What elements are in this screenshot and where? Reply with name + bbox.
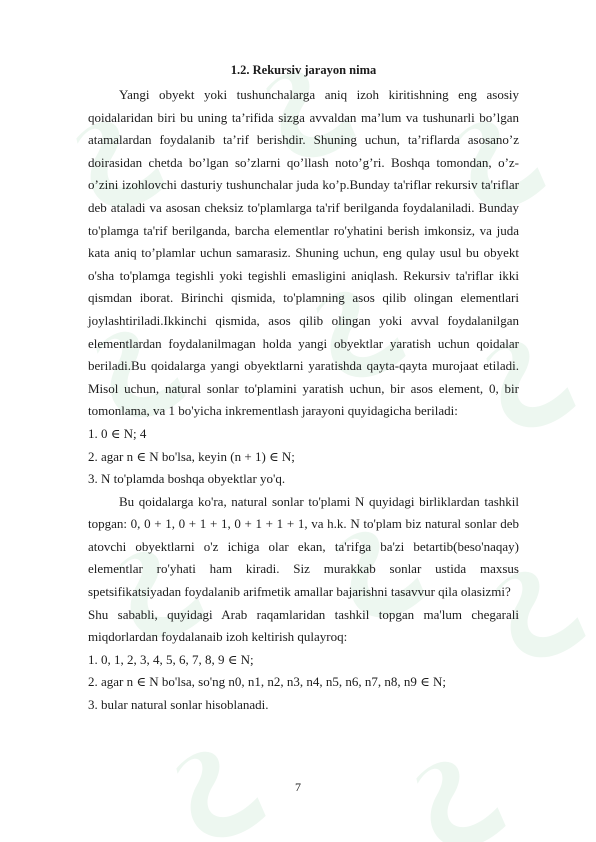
paragraph-intro: Yangi obyekt yoki tushunchalarga aniq izoh kiritishning eng asosiy qoidalaridan biri bu uning ta’rifida sizga avvaldan ma’lum va tushunarli bo’lgan atamalardan foydalanib ta’rif berishdir. Shuning uchun, ta’riflarda asosano’z doirasidan chetda bo’lgan so’zlarni qo’llash noto’g’ri. Boshqa tomondan, o’z-o’zini izohlovchi dasturiy tushunchalar juda ko’p.Bunday ta'riflar rekursiv ta'riflar deb ataladi va asosan cheksiz to'plamlarga ta'rif berilganda foydalaniladi. Bunday to'plamga ta'rif berilganda, barcha elementlar ro'yhatini berish imkonsiz, va juda kata aniq to’plamlar uchun samarasiz. Shuning uchun, eng qulay usul bu obyekt o'sha to'plamga tegishli yoki tegishli emasligini aniqlash. Rekursiv ta'riflar ikki qismdan iborat. Birinchi qismida, to'plamning asos qilib olingan elementlari joylashtiriladi.Ikkinchi qismida, asos qilib olingan yoki avval foydalanilgan elementlardan foydalanilmagan holda yangi obyektlar yaratish uchun qoidalar beriladi.Bu qoidalarga yangi obyektlarni yaratishda qayta-qayta murojaat etiladi. Misol uchun, natural sonlar to'plamini yaratish uchun, bir asos element, 0, bir tomonlama, va 1 bo'yicha inkrementlash jarayoni quyidagicha beriladi:	[88, 87, 519, 419]
list-item: 1. 0, 1, 2, 3, 4, 5, 6, 7, 8, 9 ∈ N;	[88, 651, 254, 667]
list-item: 2. agar n ∈ N bo'lsa, so'ng n0, n1, n2, n3, n4, n5, n6, n7, n8, n9 ∈ N;	[88, 674, 446, 690]
page-number: 7	[295, 780, 301, 794]
paragraph-arabic-digits: Shu sababli, quyidagi Arab raqamlaridan tashkil topgan ma'lum chegarali miqdorlardan foydalanaib izoh keltirish qulayroq:	[88, 606, 519, 645]
definition-list-2	[88, 649, 519, 717]
list-item: 3. N to'plamda boshqa obyektlar yo'q.	[88, 471, 286, 487]
definition-list-1	[88, 423, 519, 491]
page-body	[88, 62, 519, 717]
list-item: 2. agar n ∈ N bo'lsa, keyin (n + 1) ∈ N;	[88, 448, 295, 464]
paragraph-natural-numbers: Bu qoidalarga ko'ra, natural sonlar to'plami N quyidagi birliklardan tashkil topgan: 0, 0 + 1, 0 + 1 + 1, 0 + 1 + 1 + 1, va h.k. N to'plam biz natural sonlar deb atovchi obyektlarni o'z ichiga olar ekan, ta'rifga ba'zi betartib(beso'naqay) elementlar ro'yhati ham kiradi. Siz murakkab sonlar ustida maxsus spetsifikatsiyadan foydalanib arifmetik amallar bajarishni tasavvur qila olasizmi?	[88, 493, 519, 600]
list-item: 1. 0 ∈ N; 4	[88, 425, 147, 441]
list-item: 3. bular natural sonlar hisoblanadi.	[88, 697, 269, 713]
section-heading: 1.2. Rekursiv jarayon nima	[230, 63, 377, 77]
